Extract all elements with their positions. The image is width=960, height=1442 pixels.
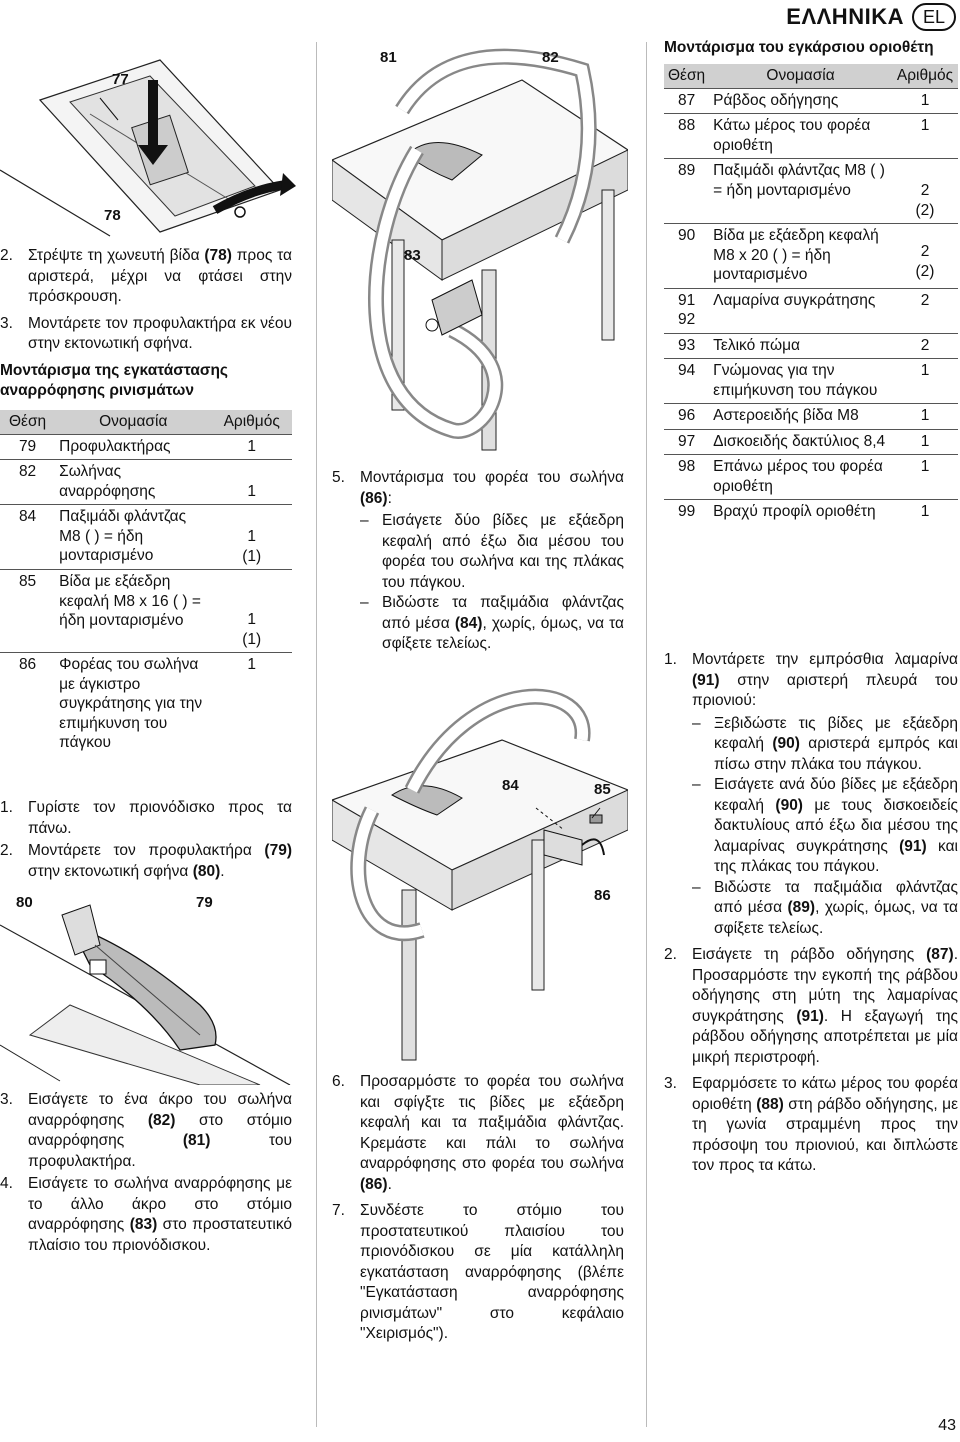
cell-qty: [211, 505, 292, 570]
table-row: [0, 653, 292, 756]
column-divider: [646, 42, 647, 1427]
table-row: [664, 288, 958, 333]
cell-pos: 90: [664, 224, 709, 289]
substep-text: [714, 878, 958, 940]
step-1: [0, 798, 292, 839]
step-text: [360, 1072, 624, 1195]
step-ref: (81): [182, 1132, 211, 1149]
step-text-part: Μοντάρετε την εμπρόσθια λαμαρίνα: [692, 651, 958, 668]
step-number: 7.: [332, 1202, 345, 1219]
step-3: [0, 1090, 292, 1172]
callout-79: 79: [196, 894, 213, 911]
substep-text-part: Βιδώστε τα παξιμάδια φλάντζας από μέσα: [714, 878, 958, 916]
th-quantity: Αριθμός: [892, 64, 958, 88]
step-ref: (91): [899, 837, 927, 855]
step-text: Γυρίστε τον πριονόδισκο προς τα πάνω.: [28, 799, 292, 837]
qty-value: 2: [920, 243, 930, 260]
dash: –: [692, 878, 701, 896]
substep-text-part: , χωρίς, όμως, να τα σφίξετε τελείως.: [714, 899, 958, 937]
dash: –: [360, 512, 369, 529]
step-text-part: του προφυλακτήρα.: [28, 1132, 293, 1170]
table-row: [664, 455, 958, 500]
step-text-part: στην εκτονωτική σφήνα: [28, 862, 193, 880]
th-position: Θέση: [664, 64, 709, 88]
cell-qty: [892, 159, 958, 224]
step-text-part: στη ράβδο οδήγησης, με τη γωνία στραμμένη προς την πρόσοψη του πριονιού, και διπλώστε τον προς τα κάτω.: [692, 1095, 958, 1174]
step-number: 3.: [0, 314, 13, 332]
step-1: [664, 650, 958, 712]
cell-pos: 82: [0, 460, 55, 505]
step-text-part: . Η εξαγωγή της ράβδου οδήγησης αποτρέπεται με μία μικρή περιστροφή.: [692, 1007, 958, 1066]
step-number: 1.: [664, 651, 677, 668]
cell-name: Κάτω μέρος του φορέα οριοθέτη: [709, 114, 892, 159]
step-ref: (91): [796, 1007, 824, 1025]
step-ref: (90): [775, 796, 803, 814]
qty-premounted: (1): [242, 547, 262, 565]
cell-pos: 86: [0, 653, 55, 756]
qty-value: 1: [247, 528, 257, 545]
th-quantity: Αριθμός: [211, 410, 292, 434]
cell-qty: 1: [892, 359, 958, 404]
steps-6-7: [332, 1072, 624, 1347]
step-text: [692, 1074, 958, 1177]
steps-c: [0, 1090, 292, 1258]
substep-text-part: , χωρίς, όμως, να τα σφίξετε τελείως.: [382, 614, 624, 652]
step-7: [332, 1201, 624, 1345]
cell-pos: 93: [664, 333, 709, 359]
cell-pos: 96: [664, 404, 709, 430]
language-title: ΕΛΛΗΝΙΚΑ: [786, 3, 904, 29]
language-header: [786, 2, 956, 32]
table-row: [664, 114, 958, 159]
th-name: Ονομασία: [55, 410, 211, 434]
qty-premounted: (2): [915, 201, 935, 219]
table-row: [664, 404, 958, 430]
cell-pos: 84: [0, 505, 55, 570]
step-4: [0, 1174, 292, 1256]
cell-qty: 2: [892, 288, 958, 333]
step-ref: (90): [772, 735, 800, 752]
cell-pos: 79: [0, 434, 55, 460]
step-text: [28, 841, 292, 882]
qty-premounted: (1): [242, 630, 262, 648]
dash: –: [692, 776, 701, 793]
step-text-part: .: [387, 1175, 392, 1193]
callout-84: 84: [502, 777, 519, 794]
step-ref: (84): [454, 614, 483, 632]
step-ref: (79): [264, 842, 292, 859]
table-row: [0, 434, 292, 460]
callout-81: 81: [380, 49, 397, 66]
substep-text-part: Ξεβιδώστε τις βίδες με εξάεδρη κεφαλή: [714, 714, 958, 752]
substep-text-part: Εισάγετε ανά δύο βίδες με εξάεδρη κεφαλή: [714, 776, 958, 814]
step-ref: (80): [192, 862, 221, 880]
cell-qty: 1: [892, 455, 958, 500]
cell-qty: 1: [892, 404, 958, 430]
table-row: [664, 333, 958, 359]
parts-table-extraction: [0, 410, 292, 756]
substep-text: [714, 714, 958, 776]
step-number: 4.: [0, 1175, 13, 1192]
mitre-steps: [664, 650, 958, 1179]
step-ref: (82): [147, 1111, 176, 1129]
cell-pos: 94: [664, 359, 709, 404]
column-divider: [316, 42, 317, 1427]
cell-qty: 2: [892, 333, 958, 359]
language-badge: EL: [912, 3, 956, 31]
step-number: 2.: [664, 946, 677, 963]
cell-pos: 91 92: [664, 288, 709, 333]
step-text-part: Εισάγετε το σωλήνα αναρρόφησης με το άλλο άκρο στο στόμιο αναρρόφησης: [28, 1175, 292, 1233]
page-number: 43: [938, 1416, 956, 1434]
substep-text-part: με τους δισκοειδείς δακτυλίους από έξω δια μέσου της λαμαρίνας συγκράτησης: [714, 796, 958, 855]
qty-value: 2: [920, 182, 930, 199]
table-row: [0, 460, 292, 505]
figure-extraction-hose: [332, 40, 628, 460]
step-text: [28, 1090, 292, 1172]
step-text: Συνδέστε το στόμιο του προστατευτικού πλαισίου του πριονόδισκου σε μία κατάλληλη εγκατάσταση αναρρόφησης (βλέπε "Εγκατάσταση αναρρόφησης ρινισμάτων" στο κεφάλαιο "Χειρισμός").: [360, 1202, 624, 1342]
step-ref: (83): [129, 1216, 158, 1233]
cell-name: Τελικό πώμα: [709, 333, 892, 359]
cell-name: Βίδα με εξάεδρη κεφαλή M8 x 20 ( ) = ήδη μονταρισμένο: [709, 224, 892, 289]
step-text-part: Εφαρμόσετε το κάτω μέρος του φορέα οριοθέτη: [692, 1075, 958, 1113]
substep: [360, 511, 624, 593]
table-row: [664, 429, 958, 455]
cell-qty: [892, 224, 958, 289]
cell-pos: 98: [664, 455, 709, 500]
callout-85: 85: [594, 781, 611, 798]
step-text-part: Μοντάρισμα του φορέα του σωλήνα: [360, 469, 624, 486]
section-title-extraction: Μοντάρισμα της εγκατάστασης αναρρόφησης ρινισμάτων: [0, 361, 228, 399]
step-2: [0, 246, 292, 308]
callout-86: 86: [594, 887, 611, 904]
step-ref: (91): [692, 671, 720, 689]
cell-qty: 1: [892, 114, 958, 159]
cell-name: Δισκοειδής δακτύλιος 8,4: [709, 429, 892, 455]
step-text-part: .: [220, 862, 225, 880]
step-ref: (86): [360, 1175, 388, 1193]
cell-qty: 1: [892, 88, 958, 114]
substep-text-part: αριστερά εμπρός και πίσω στην πλάκα του πάγκου.: [714, 735, 958, 773]
step-text-part: Στρέψτε τη χωνευτή βίδα: [28, 247, 200, 264]
step-text: [28, 1174, 292, 1256]
cell-qty: [211, 570, 292, 653]
step-3: [0, 314, 292, 355]
step-5: [332, 468, 624, 509]
step-text: [692, 945, 958, 1068]
callout-83: 83: [404, 247, 421, 264]
cell-name: Γνώμονας για την επιμήκυνση του πάγκου: [709, 359, 892, 404]
table-row: [664, 159, 958, 224]
dash: –: [692, 714, 701, 732]
figure-blade-guard: [0, 885, 300, 1085]
substep: [360, 593, 624, 655]
cell-name: Επάνω μέρος του φορέα οριοθέτη: [709, 455, 892, 500]
cell-name: Παξιμάδι φλάντζας M8 ( ) = ήδη μονταρισμένο: [709, 159, 892, 224]
cell-qty: 1: [211, 653, 292, 756]
substep: [692, 775, 958, 878]
cell-pos: 97: [664, 429, 709, 455]
cell-name: Βραχύ προφίλ οριοθέτη: [709, 500, 892, 525]
table-row: [0, 505, 292, 570]
substep-text: [382, 593, 624, 655]
step-text-part: Μοντάρετε τον προφυλακτήρα: [28, 842, 252, 859]
step-text: [28, 246, 292, 308]
step-number: 6.: [332, 1073, 345, 1090]
step-text-part: Εισάγετε τη ράβδο οδήγησης: [692, 946, 915, 963]
cell-pos: 87: [664, 88, 709, 114]
table-row: [664, 359, 958, 404]
parts-table-mitre-fence: [664, 64, 958, 525]
cell-name: Φορέας του σωλήνα με άγκιστρο συγκράτησης για την επιμήκυνση του πάγκου: [55, 653, 211, 756]
step-ref: (87): [926, 946, 954, 963]
cell-pos: 99: [664, 500, 709, 525]
substep-text-part: Βιδώστε τα παξιμάδια φλάντζας από μέσα: [382, 594, 624, 632]
step-text: [360, 468, 624, 509]
qty-value: 1: [247, 611, 257, 628]
step-text: Μοντάρετε τον προφυλακτήρα εκ νέου στην εκτονωτική σφήνα.: [28, 314, 292, 352]
step-number: 2.: [0, 247, 13, 264]
table-row: [0, 570, 292, 653]
cell-qty: 1: [211, 460, 292, 505]
table-row: [664, 500, 958, 525]
callout-78: 78: [104, 207, 121, 224]
substep: [692, 714, 958, 776]
step-text-part: Προσαρμόστε το φορέα του σωλήνα και σφίγξτε τις βίδες με εξάεδρη κεφαλή και τα παξιμάδια φλάντζας. Κρεμάστε και πάλι το σωλήνα αναρρόφησης στο φορέα του σωλήνα: [360, 1073, 624, 1172]
cell-qty: 1: [892, 429, 958, 455]
substep-text-part: και της πλάκας του πάγκου.: [714, 837, 958, 875]
step-text: [692, 650, 958, 712]
step-text-part: . Προσαρμόστε την εγκοπή της ράβδου οδήγησης στη μύτη της λαμαρίνας συγκράτησης: [692, 946, 958, 1025]
step-text-part: στην αριστερή πλευρά του πριονιού:: [692, 671, 958, 709]
callout-82: 82: [542, 49, 559, 66]
step-2: [0, 841, 292, 882]
figure-hose-holder: [332, 680, 628, 1070]
cell-name: Λαμαρίνα συγκράτησης: [709, 288, 892, 333]
cell-name: Βίδα με εξάεδρη κεφαλή M8 x 16 ( ) = ήδη μονταρισμένο: [55, 570, 211, 653]
step-text-part: στο προστατευτικό πλαίσιο του πριονόδισκου.: [28, 1216, 292, 1254]
dash: –: [360, 594, 369, 611]
substep: [692, 878, 958, 940]
section-title-mitre-fence: Μοντάρισμα του εγκάρσιου οριοθέτη: [664, 39, 934, 56]
step-text-part: προς τα αριστερά, μέχρι να φτάσει στην πρόσκρουση.: [28, 247, 292, 305]
substep-text: [714, 775, 958, 878]
cell-name: Σωλήνας αναρρόφησης: [55, 460, 211, 505]
callout-80: 80: [16, 894, 33, 911]
step-text-part: Εισάγετε το ένα άκρο του σωλήνα αναρρόφησης: [28, 1091, 292, 1129]
step-2: [664, 945, 958, 1068]
cell-name: Αστεροειδής βίδα M8: [709, 404, 892, 430]
step-6: [332, 1072, 624, 1195]
steps-a: [0, 246, 292, 402]
step-number: 3.: [0, 1091, 13, 1108]
cell-qty: 1: [211, 434, 292, 460]
table-row: [664, 224, 958, 289]
step-ref: (89): [787, 899, 816, 916]
step-5-block: [332, 468, 624, 655]
cell-pos: 89: [664, 159, 709, 224]
step-text-part: στο στόμιο αναρρόφησης: [28, 1111, 292, 1149]
step-ref: (78): [204, 247, 232, 264]
step-ref: (88): [756, 1095, 784, 1113]
step-number: 5.: [332, 469, 345, 486]
figure-splitter-screw: [0, 40, 300, 240]
cell-pos: 85: [0, 570, 55, 653]
cell-qty: 1: [892, 500, 958, 525]
steps-b: [0, 798, 292, 884]
cell-name: Ράβδος οδήγησης: [709, 88, 892, 114]
step-ref: (86): [360, 489, 388, 507]
step-3: [664, 1074, 958, 1177]
step-number: 2.: [0, 842, 13, 859]
cell-name: Προφυλακτήρας: [55, 434, 211, 460]
cell-name: Παξιμάδι φλάντζας M8 ( ) = ήδη μονταρισμένο: [55, 505, 211, 570]
th-name: Ονομασία: [709, 64, 892, 88]
callout-77: 77: [112, 71, 129, 88]
step-number: 3.: [664, 1075, 677, 1092]
cell-pos: 88: [664, 114, 709, 159]
qty-premounted: (2): [915, 262, 935, 280]
step-number: 1.: [0, 799, 13, 816]
step-text-part: :: [387, 489, 392, 507]
substep-text: Εισάγετε δύο βίδες με εξάεδρη κεφαλή από έξω δια μέσου του φορέα του σωλήνα και της πλάκας του πάγκου.: [382, 512, 624, 591]
table-row: [664, 88, 958, 114]
th-position: Θέση: [0, 410, 55, 434]
